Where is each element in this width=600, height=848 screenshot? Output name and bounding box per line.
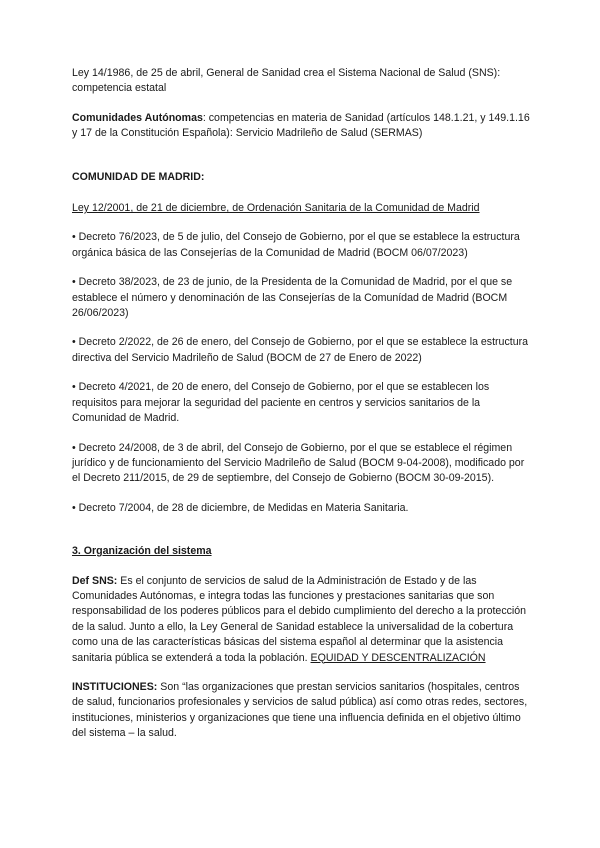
ley-sns-paragraph: Ley 14/1986, de 25 de abril, General de Sanidad crea el Sistema Nacional de Salud (SNS): competencia estatal bbox=[72, 67, 501, 95]
instituciones-text: Son “las organizaciones que prestan servicios sanitarios (hospitales, centros de salud, funcionarios profesionales y servicios de salud pública) así como otras redes, sectores, instituciones, ministerios y organizaciones que tiene una influencia definida en el objetivo último del sistema – la salud. bbox=[72, 680, 528, 740]
def-sns-paragraph bbox=[72, 574, 534, 666]
madrid-heading: COMUNIDAD DE MADRID: bbox=[72, 170, 205, 183]
ccaa-paragraph bbox=[72, 111, 534, 142]
def-sns-text: Es el conjunto de servicios de salud de la Administración de Estado y de las Comunidades Autónomas, e integra todas las funciones y prestaciones sanitarias que son responsabilidad de los poderes públicos para el debido cumplimiento del derecho a la protección de la salud. Junto a ello, la Ley General de Sanidad establece la universalidad de la cobertura como una de las características básicas del sistema español al determinar que la asistencia sanitaria pública se extenderá a toda la población. bbox=[72, 574, 527, 664]
ccaa-text: : competencias en materia de Sanidad (artículos 148.1.21, y 149.1.16 y 17 de la Constitución Española): Servicio Madrileño de Salud (SERMAS) bbox=[72, 111, 530, 140]
decreto-item: • Decreto 2/2022, de 26 de enero, del Consejo de Gobierno, por el que se establece la estructura directiva del Servicio Madrileño de Salud (BOCM de 27 de Enero de 2022) bbox=[72, 336, 529, 364]
ley-ordenacion-title: Ley 12/2001, de 21 de diciembre, de Ordenación Sanitaria de la Comunidad de Madrid bbox=[72, 202, 480, 215]
instituciones-paragraph bbox=[72, 680, 534, 742]
decreto-item: • Decreto 4/2021, de 20 de enero, del Consejo de Gobierno, por el que se establecen los requisitos para mejorar la seguridad del paciente en centros y servicios sanitarios de la Comunidad de Madrid. bbox=[72, 381, 490, 425]
decreto-item: • Decreto 24/2008, de 3 de abril, del Consejo de Gobierno, por el que se establece el régimen jurídico y de funcionamiento del Servicio Madrileño de Salud (BOCM 9-04-2008), modificado por el Decreto 211/2015, de 29 de septiembre, del Consejo de Gobierno (BOCM 30-09-2015). bbox=[72, 441, 525, 485]
instituciones-label: INSTITUCIONES: bbox=[72, 680, 158, 693]
ccaa-label: Comunidades Autónomas bbox=[72, 111, 203, 124]
decreto-item: • Decreto 76/2023, de 5 de julio, del Consejo de Gobierno, por el que se establece la estructura orgánica básica de las Consejerías de la Comunidad de Madrid (BOCM 06/07/2023) bbox=[72, 231, 520, 259]
decreto-item: • Decreto 38/2023, de 23 de junio, de la Presidenta de la Comunidad de Madrid, por el que se establece el número y denominación de las Consejerías de la Comunídad de Madrid (BOCM 26/06/2023) bbox=[72, 276, 513, 320]
document-page bbox=[72, 66, 534, 756]
def-sns-emphasis: EQUIDAD Y DESCENTRALIZACIÓN bbox=[310, 651, 486, 664]
section-3-title: 3. Organización del sistema bbox=[72, 545, 212, 558]
def-sns-label: Def SNS: bbox=[72, 574, 118, 587]
decreto-item: • Decreto 7/2004, de 28 de diciembre, de Medidas en Materia Sanitaria. bbox=[72, 501, 409, 514]
